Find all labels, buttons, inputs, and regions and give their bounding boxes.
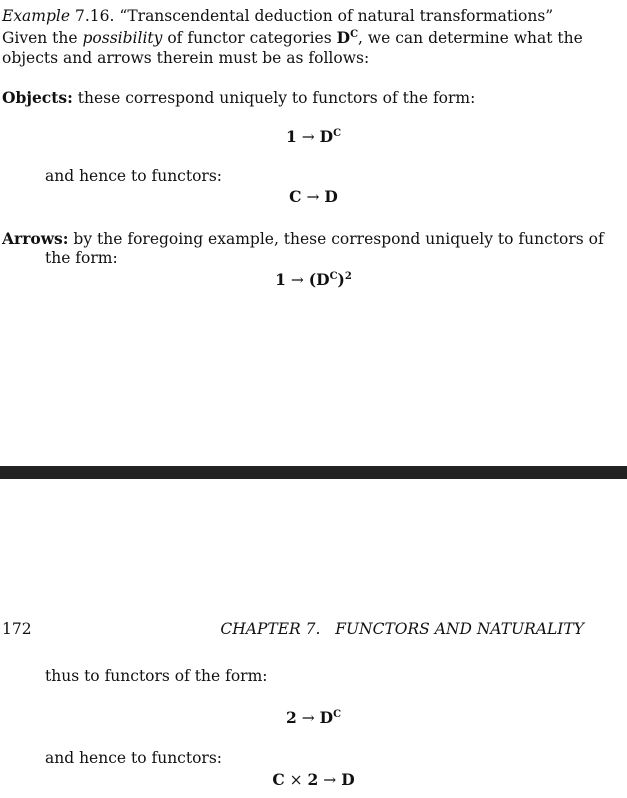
intro-category-C-sup: C bbox=[350, 29, 359, 40]
intro-text-c: , we can determine what the bbox=[358, 29, 583, 47]
example-number: 7.16. bbox=[75, 7, 115, 25]
intro-line-2: objects and arrows therein must be as follows: bbox=[2, 49, 370, 67]
eq4-rhs: D bbox=[319, 708, 334, 727]
arrows-text: by the foregoing example, these correspond uniquely to functors of bbox=[68, 230, 604, 248]
eq3-exponent: 2 bbox=[344, 271, 352, 282]
eq3-sup: C bbox=[329, 271, 338, 282]
equation-3 bbox=[0, 269, 627, 291]
eq1-arrow: → bbox=[296, 128, 320, 146]
eq3-arrow: → bbox=[285, 271, 309, 289]
eq5-lhs: C bbox=[272, 770, 285, 789]
objects-term: Objects: bbox=[2, 88, 73, 107]
eq3-open: (D bbox=[308, 270, 330, 289]
eq3-close: ) bbox=[337, 270, 345, 289]
eq3-lhs: 1 bbox=[275, 270, 286, 289]
example-heading bbox=[2, 6, 553, 27]
arrows-line-2: the form: bbox=[45, 249, 118, 267]
arrows-term: Arrows: bbox=[2, 229, 69, 248]
intro-emph-possibility: possibility bbox=[82, 29, 163, 47]
eq5-mid: 2 bbox=[307, 770, 319, 789]
objects-item bbox=[2, 87, 475, 109]
hence-line-1: and hence to functors: bbox=[45, 167, 223, 185]
equation-5 bbox=[0, 769, 627, 791]
eq2-arrow: → bbox=[301, 188, 325, 206]
intro-text-a: Given the bbox=[2, 29, 83, 47]
eq5-rhs: D bbox=[341, 770, 355, 789]
page-number: 172 bbox=[2, 620, 32, 638]
example-label: Example bbox=[2, 7, 71, 25]
arrows-item bbox=[2, 228, 604, 250]
page-divider bbox=[0, 466, 627, 479]
intro-text-b: of functor categories bbox=[162, 29, 337, 47]
eq1-sup: C bbox=[333, 128, 342, 139]
eq2-rhs: D bbox=[324, 187, 338, 206]
equation-1 bbox=[0, 126, 627, 148]
thus-line: thus to functors of the form: bbox=[45, 667, 268, 685]
eq4-lhs: 2 bbox=[285, 708, 297, 727]
chapter-heading: CHAPTER 7. FUNCTORS AND NATURALITY bbox=[220, 620, 584, 638]
eq2-lhs: C bbox=[289, 187, 302, 206]
example-title: “Transcendental deduction of natural transformations” bbox=[119, 7, 554, 25]
eq1-rhs: D bbox=[319, 127, 334, 146]
objects-text: these correspond uniquely to functors of the form: bbox=[72, 89, 476, 107]
intro-category-D: D bbox=[336, 28, 351, 47]
eq1-lhs: 1 bbox=[285, 127, 297, 146]
eq4-sup: C bbox=[333, 709, 342, 720]
eq4-arrow: → bbox=[296, 709, 320, 727]
equation-2 bbox=[0, 186, 627, 208]
intro-line-1 bbox=[2, 27, 583, 49]
eq5-arrow: → bbox=[318, 771, 342, 789]
eq5-times: × bbox=[284, 771, 308, 789]
equation-4 bbox=[0, 707, 627, 729]
hence-line-2: and hence to functors: bbox=[45, 749, 223, 767]
